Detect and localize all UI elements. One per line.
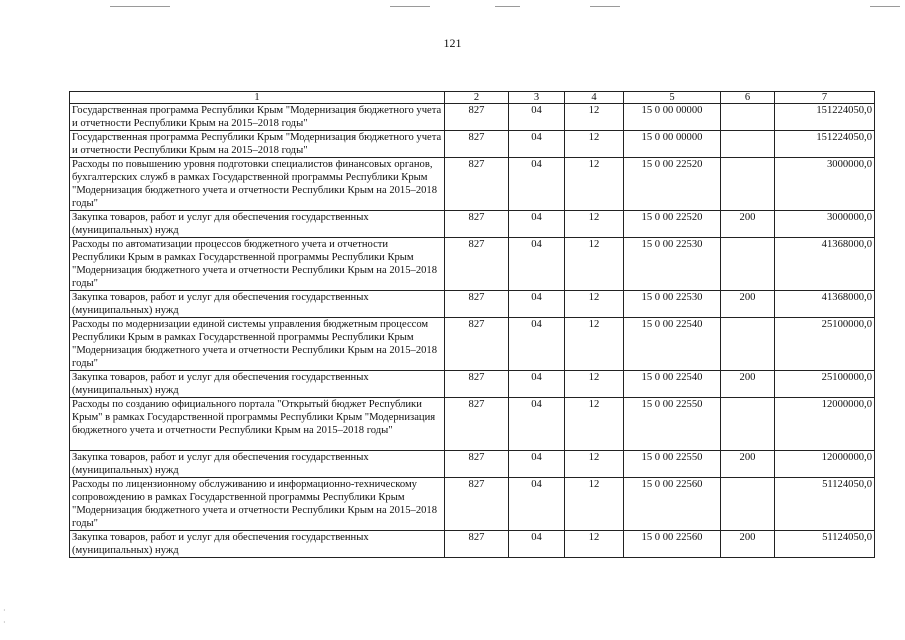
row-name: Государственная программа Республики Крым "Модернизация бюджетного учета и отчетности Республики Крым на 2015–2018 годы" [70,104,445,131]
row-ministry-code: 827 [445,104,509,131]
row-section-code: 04 [509,318,565,371]
row-name: Закупка товаров, работ и услуг для обеспечения государственных (муниципальных) нужд [70,291,445,318]
row-expense-type [721,318,775,371]
row-subsection-code: 12 [565,451,624,478]
row-target-code: 15 0 00 00000 [624,131,721,158]
row-name: Закупка товаров, работ и услуг для обеспечения государственных (муниципальных) нужд [70,531,445,558]
row-amount: 41368000,0 [775,238,875,291]
row-name: Закупка товаров, работ и услуг для обеспечения государственных (муниципальных) нужд [70,211,445,238]
header-cell: 4 [565,92,624,104]
row-subsection-code: 12 [565,211,624,238]
row-ministry-code: 827 [445,318,509,371]
row-section-code: 04 [509,478,565,531]
row-ministry-code: 827 [445,478,509,531]
row-expense-type [721,158,775,211]
row-ministry-code: 827 [445,398,509,451]
budget-table [69,91,875,558]
row-target-code: 15 0 00 22560 [624,478,721,531]
row-target-code: 15 0 00 22540 [624,318,721,371]
header-cell: 3 [509,92,565,104]
row-target-code: 15 0 00 22550 [624,398,721,451]
header-cell: 5 [624,92,721,104]
row-ministry-code: 827 [445,158,509,211]
table-row [70,371,875,398]
row-section-code: 04 [509,451,565,478]
row-amount: 25100000,0 [775,318,875,371]
row-amount: 151224050,0 [775,131,875,158]
row-section-code: 04 [509,238,565,291]
table-header-row [70,92,875,104]
row-expense-type: 200 [721,371,775,398]
row-ministry-code: 827 [445,451,509,478]
scan-mark: · [3,618,6,627]
row-expense-type [721,131,775,158]
row-subsection-code: 12 [565,158,624,211]
row-expense-type: 200 [721,531,775,558]
row-ministry-code: 827 [445,238,509,291]
row-section-code: 04 [509,131,565,158]
table-row [70,211,875,238]
row-section-code: 04 [509,291,565,318]
row-ministry-code: 827 [445,371,509,398]
table-row [70,478,875,531]
header-cell: 1 [70,92,445,104]
table-row [70,291,875,318]
row-expense-type [721,398,775,451]
row-amount: 25100000,0 [775,371,875,398]
row-amount: 3000000,0 [775,211,875,238]
row-target-code: 15 0 00 22550 [624,451,721,478]
header-cell: 2 [445,92,509,104]
header-cell: 7 [775,92,875,104]
row-name: Закупка товаров, работ и услуг для обеспечения государственных (муниципальных) нужд [70,451,445,478]
row-name: Расходы по автоматизации процессов бюджетного учета и отчетности Республики Крым в рамках Государственной программы Республики Крым "Модернизация бюджетного учета и отчетности Республики Крым на 2015–2018 годы" [70,238,445,291]
row-section-code: 04 [509,211,565,238]
row-section-code: 04 [509,398,565,451]
row-amount: 3000000,0 [775,158,875,211]
table-row [70,158,875,211]
row-expense-type: 200 [721,451,775,478]
row-target-code: 15 0 00 22520 [624,158,721,211]
row-subsection-code: 12 [565,104,624,131]
row-subsection-code: 12 [565,318,624,371]
row-subsection-code: 12 [565,291,624,318]
row-section-code: 04 [509,158,565,211]
row-expense-type [721,478,775,531]
row-name: Государственная программа Республики Крым "Модернизация бюджетного учета и отчетности Республики Крым на 2015–2018 годы" [70,131,445,158]
row-target-code: 15 0 00 22520 [624,211,721,238]
table-row [70,531,875,558]
row-subsection-code: 12 [565,131,624,158]
table-row [70,104,875,131]
scan-artifact-line [495,6,520,7]
page-number: 121 [443,36,462,50]
row-subsection-code: 12 [565,531,624,558]
table-row [70,451,875,478]
row-ministry-code: 827 [445,531,509,558]
header-cell: 6 [721,92,775,104]
scan-artifact-line [870,6,900,7]
scan-artifact-line [590,6,620,7]
table-row [70,318,875,371]
row-name: Расходы по повышению уровня подготовки специалистов финансовых органов, бухгалтерских служб в рамках Государственной программы Республики Крым "Модернизация бюджетного учета и отчетности Республики Крым на 2015–2018 годы" [70,158,445,211]
row-ministry-code: 827 [445,211,509,238]
row-name: Расходы по модернизации единой системы управления бюджетным процессом Республики Крым в рамках Государственной программы Республики Крым "Модернизация бюджетного учета и отчетности Республики Крым на 2015–2018 годы" [70,318,445,371]
row-amount: 151224050,0 [775,104,875,131]
row-subsection-code: 12 [565,238,624,291]
row-name: Закупка товаров, работ и услуг для обеспечения государственных (муниципальных) нужд [70,371,445,398]
row-section-code: 04 [509,531,565,558]
row-name: Расходы по созданию официального портала "Открытый бюджет Республики Крым" в рамках Государственной программы Республики Крым "Модернизация бюджетного учета и отчетности Республики Крым на 2015–2018 годы" [70,398,445,451]
row-target-code: 15 0 00 22530 [624,238,721,291]
row-target-code: 15 0 00 22560 [624,531,721,558]
row-amount: 12000000,0 [775,451,875,478]
row-amount: 41368000,0 [775,291,875,318]
row-section-code: 04 [509,104,565,131]
scan-artifact-line [390,6,430,7]
row-expense-type [721,104,775,131]
row-amount: 51124050,0 [775,478,875,531]
row-subsection-code: 12 [565,371,624,398]
scan-mark: · [3,606,6,615]
row-ministry-code: 827 [445,291,509,318]
row-target-code: 15 0 00 22540 [624,371,721,398]
row-subsection-code: 12 [565,398,624,451]
row-amount: 12000000,0 [775,398,875,451]
scan-artifact-line [110,6,170,7]
row-expense-type [721,238,775,291]
table-row [70,131,875,158]
row-ministry-code: 827 [445,131,509,158]
row-section-code: 04 [509,371,565,398]
row-target-code: 15 0 00 00000 [624,104,721,131]
row-amount: 51124050,0 [775,531,875,558]
row-expense-type: 200 [721,291,775,318]
table-row [70,238,875,291]
row-target-code: 15 0 00 22530 [624,291,721,318]
row-expense-type: 200 [721,211,775,238]
row-name: Расходы по лицензионному обслуживанию и информационно-техническому сопровождению в рамках Государственной программы Республики Крым "Модернизация бюджетного учета и отчетности Республики Крым на 2015–2018 годы" [70,478,445,531]
row-subsection-code: 12 [565,478,624,531]
table-row [70,398,875,451]
